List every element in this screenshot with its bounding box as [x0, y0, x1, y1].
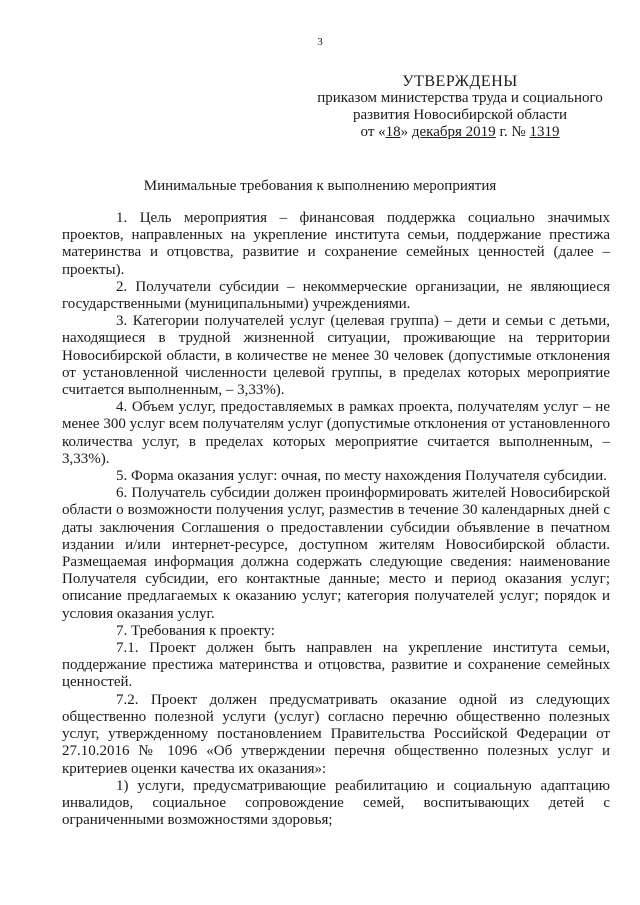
approval-date-line	[300, 124, 620, 141]
approval-line-1: приказом министерства труда и социального	[317, 90, 603, 106]
approval-block	[300, 73, 620, 141]
document-title: Минимальные требования к выполнению мероприятия	[143, 178, 497, 194]
paragraph-3: 3. Категории получателей услуг (целевая группа) – дети и семьи с детьми, находящиеся в трудной жизненной ситуации, проживающие на территории Новосибирской области, в количестве не менее 30 человек (допустимые отклонения от установленной численности целевой группы, в пределах которых мероприятие считается выполненным, – 3,33%).	[62, 313, 610, 399]
paragraph-7: 7. Требования к проекту:	[116, 622, 275, 639]
paragraph-4: 4. Объем услуг, предоставляемых в рамках проекта, получателям услуг – не менее 300 услуг всем получателям услуг (допустимые отклонения от установленного количества услуг, в пределах которых мероприятие считается выполненным, – 3,33%).	[62, 399, 610, 467]
paragraph-5: 5. Форма оказания услуг: очная, по месту нахождения Получателя субсидии.	[116, 468, 607, 485]
date-suffix: г. №	[495, 124, 530, 140]
page-number: 3	[317, 36, 323, 48]
approval-month-year: декабря 2019	[411, 124, 496, 140]
paragraph-2: 2. Получатели субсидии – некоммерческие организации, не являющиеся государственными (муниципальными) учреждениями.	[62, 278, 610, 313]
paragraph-1: 1. Цель мероприятия – финансовая поддержка социально значимых проектов, направленных на укрепление института семьи, поддержание престижа материнства и отцовства, развитие и сохранение семейных ценностей (далее – проекты).	[62, 210, 610, 278]
approval-number: 1319	[529, 124, 560, 140]
list-item-1: 1) услуги, предусматривающие реабилитацию и социальную адаптацию инвалидов, социальное сопровождение семей, воспитывающих детей с ограниченными возможностями здоровья;	[62, 777, 610, 829]
paragraph-6: 6. Получатель субсидии должен проинформировать жителей Новосибирской области о возможности получения услуг, разместив в течение 30 календарных дней с даты заключения Соглашения о предоставлении субсидии объявление в печатном издании и/или интернет-ресурсе, доступном жителям Новосибирской области. Размещаемая информация должна содержать следующие сведения: наименование Получателя субсидии, его контактные данные; место и период оказания услуг; описание предлагаемых к оказанию услуг; категория получателей услуг; порядок и условия оказания услуг.	[62, 485, 610, 622]
date-prefix: от «	[360, 124, 386, 140]
paragraph-7-2: 7.2. Проект должен предусматривать оказание одной из следующих общественно полезной услуги (услуг) согласно перечню общественно полезных услуг, утвержденному постановлением Правительства Российской Федерации от 27.10.2016 № 1096 «Об утверждении перечня общественно полезных услуг и критериев оценки качества их оказания»:	[62, 691, 610, 777]
date-mid: »	[400, 124, 412, 140]
approval-line-2: развития Новосибирской области	[352, 107, 568, 123]
document-body	[62, 210, 610, 829]
approval-heading: УТВЕРЖДЕНЫ	[402, 73, 518, 90]
paragraph-7-1: 7.1. Проект должен быть направлен на укрепление института семьи, поддержание престижа материнства и отцовства, развитие и сохранение семейных ценностей.	[62, 640, 610, 691]
approval-day: 18	[385, 124, 401, 140]
